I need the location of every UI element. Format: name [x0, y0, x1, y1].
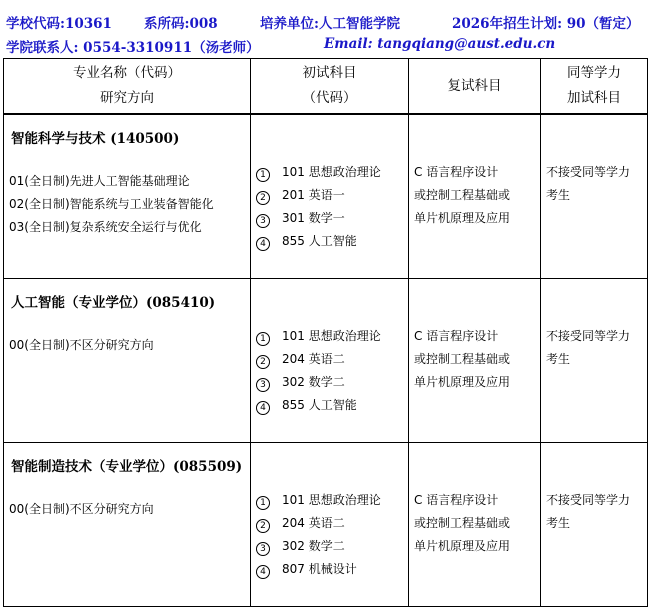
- exam-subjects: [251, 114, 409, 278]
- header-line-2: [0, 34, 651, 56]
- school-code: 学校代码:10361: [6, 16, 112, 32]
- circled-number: 2: [256, 355, 270, 369]
- subject-item: [256, 535, 408, 558]
- direction-item: 00(全日制)不区分研究方向: [9, 337, 154, 352]
- retest-line: 或控制工程基础或: [414, 515, 511, 530]
- subject-text: 302 数学二: [282, 538, 345, 553]
- direction-item: 03(全日制)复杂系统安全运行与优化: [9, 220, 202, 234]
- direction-list: [9, 170, 250, 239]
- col-exam-line2: （代码）: [302, 90, 357, 106]
- retest-subjects: [409, 278, 541, 442]
- subject-text: 204 英语二: [282, 351, 345, 366]
- subject-item: [256, 512, 408, 535]
- subject-text: 807 机械设计: [282, 561, 357, 576]
- program-title: 人工智能（专业学位）(085410): [11, 294, 216, 311]
- direction-list: [9, 498, 250, 521]
- circled-number: 4: [256, 401, 270, 415]
- subject-item: [256, 371, 408, 394]
- equiv-line: 考生: [546, 351, 571, 366]
- subject-item: [256, 207, 408, 230]
- circled-number: 4: [256, 565, 270, 579]
- col-exam: [251, 59, 409, 115]
- subject-text: 101 思想政治理论: [282, 492, 381, 507]
- subject-item: [256, 394, 408, 417]
- col-retest: [409, 59, 541, 115]
- circled-number: 1: [256, 332, 270, 346]
- col-retest-label: 复试科目: [447, 77, 502, 94]
- program-info: [4, 442, 251, 606]
- subject-item: [256, 348, 408, 371]
- program-row: [4, 278, 648, 442]
- program-title: 智能科学与技术 (140500): [11, 131, 180, 147]
- equiv-line: 考生: [546, 188, 571, 202]
- dept-code: 系所码:008: [144, 16, 218, 32]
- equivalent-subjects: [541, 114, 648, 278]
- subject-item: [256, 230, 408, 253]
- subject-item: [256, 325, 408, 348]
- circled-number: 1: [256, 168, 270, 182]
- header-line-1: [0, 10, 651, 32]
- retest-line: 单片机原理及应用: [414, 374, 511, 389]
- circled-number: 3: [256, 378, 270, 392]
- circled-number: 3: [256, 542, 270, 556]
- direction-item: 02(全日制)智能系统与工业装备智能化: [9, 197, 214, 211]
- exam-subjects: [251, 278, 409, 442]
- subject-text: 302 数学二: [282, 374, 345, 389]
- subject-item: [256, 161, 408, 184]
- retest-line: C 语言程序设计: [414, 492, 499, 507]
- equiv-line: 不接受同等学力: [546, 165, 631, 179]
- program-row: [4, 114, 648, 278]
- subject-item: [256, 489, 408, 512]
- subject-text: 101 思想政治理论: [282, 328, 381, 343]
- retest-line: 或控制工程基础或: [414, 351, 511, 366]
- subject-item: [256, 184, 408, 207]
- direction-list: [9, 334, 250, 357]
- program-info: [4, 114, 251, 278]
- subject-text: 201 英语一: [282, 188, 345, 202]
- direction-item: 00(全日制)不区分研究方向: [9, 501, 154, 516]
- circled-number: 3: [256, 214, 270, 228]
- retest-line: 单片机原理及应用: [414, 538, 511, 553]
- exam-subjects: [251, 442, 409, 606]
- equivalent-subjects: [541, 442, 648, 606]
- subject-text: 101 思想政治理论: [282, 165, 381, 179]
- program-info: [4, 278, 251, 442]
- enrollment-plan: 2026年招生计划: 90（暂定）: [452, 16, 640, 32]
- contact-email: Email: tangqiang@aust.edu.cn: [324, 36, 556, 52]
- equiv-line: 不接受同等学力: [546, 492, 631, 507]
- circled-number: 2: [256, 519, 270, 533]
- circled-number: 2: [256, 191, 270, 205]
- program-row: [4, 442, 648, 606]
- subject-item: [256, 558, 408, 581]
- col-major-line1: 专业名称（代码）: [73, 65, 181, 81]
- table-header-row: [4, 59, 648, 115]
- direction-item: 01(全日制)先进人工智能基础理论: [9, 174, 190, 188]
- col-equiv-line1: 同等学力: [567, 65, 621, 81]
- circled-number: 4: [256, 237, 270, 251]
- retest-line: C 语言程序设计: [414, 328, 499, 343]
- program-title: 智能制造技术（专业学位）(085509): [11, 458, 243, 475]
- retest-line: 或控制工程基础或: [414, 188, 511, 202]
- training-unit: 培养单位:人工智能学院: [260, 16, 400, 32]
- col-major: [4, 59, 251, 115]
- circled-number: 1: [256, 496, 270, 510]
- subject-text: 204 英语二: [282, 515, 345, 530]
- subject-text: 301 数学一: [282, 211, 345, 225]
- retest-line: C 语言程序设计: [414, 165, 499, 179]
- subject-text: 855 人工智能: [282, 397, 357, 412]
- equivalent-subjects: [541, 278, 648, 442]
- col-equiv-line2: 加试科目: [567, 90, 621, 106]
- contact-person: 学院联系人: 0554-3310911（汤老师）: [6, 40, 260, 56]
- program-table: [3, 58, 648, 607]
- retest-subjects: [409, 114, 541, 278]
- retest-subjects: [409, 442, 541, 606]
- col-exam-line1: 初试科目: [302, 65, 357, 81]
- equiv-line: 考生: [546, 515, 571, 530]
- equiv-line: 不接受同等学力: [546, 328, 631, 343]
- retest-line: 单片机原理及应用: [414, 211, 511, 225]
- col-equiv: [541, 59, 648, 115]
- col-major-line2: 研究方向: [100, 90, 154, 106]
- subject-text: 855 人工智能: [282, 234, 357, 248]
